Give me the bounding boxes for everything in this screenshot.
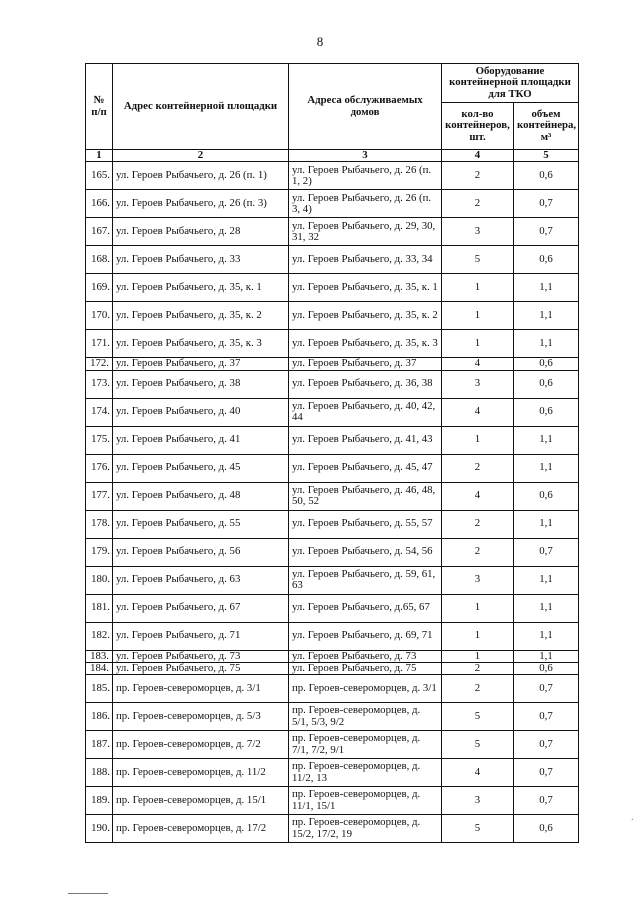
table-row: [86, 482, 579, 510]
row-number: 175.: [86, 426, 113, 454]
row-count: 2: [442, 454, 514, 482]
column-number: 2: [113, 150, 289, 162]
table-row: [86, 787, 579, 815]
row-volume: 0,7: [514, 218, 579, 246]
table-row: [86, 398, 579, 426]
row-count: 5: [442, 815, 514, 843]
row-volume: 0,7: [514, 731, 579, 759]
row-count: 2: [442, 162, 514, 190]
table-row: [86, 703, 579, 731]
row-homes: ул. Героев Рыбачьего, д. 26 (п. 1, 2): [289, 162, 442, 190]
row-volume: 0,7: [514, 703, 579, 731]
header-count: кол-во контейнеров, шт.: [442, 103, 514, 150]
row-volume: 1,1: [514, 302, 579, 330]
row-homes: ул. Героев Рыбачьего, д. 73: [289, 650, 442, 662]
row-homes: ул. Героев Рыбачьего, д. 46, 48, 50, 52: [289, 482, 442, 510]
row-volume: 0,6: [514, 162, 579, 190]
row-address: пр. Героев-североморцев, д. 5/3: [113, 703, 289, 731]
row-address: ул. Героев Рыбачьего, д. 56: [113, 538, 289, 566]
table-row: [86, 330, 579, 358]
table-row: [86, 510, 579, 538]
table-row: [86, 566, 579, 594]
table-row: [86, 162, 579, 190]
row-number: 181.: [86, 594, 113, 622]
table-row: [86, 675, 579, 703]
header-number: № п/п: [86, 64, 113, 150]
row-number: 168.: [86, 246, 113, 274]
row-address: пр. Героев-североморцев, д. 11/2: [113, 759, 289, 787]
row-number: 171.: [86, 330, 113, 358]
row-count: 3: [442, 566, 514, 594]
row-address: ул. Героев Рыбачьего, д. 26 (п. 1): [113, 162, 289, 190]
row-count: 2: [442, 510, 514, 538]
table-row: [86, 274, 579, 302]
row-volume: 0,6: [514, 246, 579, 274]
row-homes: пр. Героев-североморцев, д. 11/2, 13: [289, 759, 442, 787]
row-number: 185.: [86, 675, 113, 703]
row-homes: пр. Героев-североморцев, д. 7/1, 7/2, 9/1: [289, 731, 442, 759]
row-address: пр. Героев-североморцев, д. 15/1: [113, 787, 289, 815]
header-volume: объем контейнера, м³: [514, 103, 579, 150]
row-volume: 0,6: [514, 370, 579, 398]
row-number: 190.: [86, 815, 113, 843]
row-number: 183.: [86, 650, 113, 662]
row-volume: 1,1: [514, 566, 579, 594]
row-homes: ул. Героев Рыбачьего, д. 36, 38: [289, 370, 442, 398]
row-count: 3: [442, 218, 514, 246]
column-number: 3: [289, 150, 442, 162]
table-row: [86, 538, 579, 566]
header-address: Адрес контейнерной площадки: [113, 64, 289, 150]
row-volume: 0,6: [514, 662, 579, 674]
row-address: ул. Героев Рыбачьего, д. 35, к. 2: [113, 302, 289, 330]
container-sites-table: [85, 63, 579, 843]
row-address: ул. Героев Рыбачьего, д. 40: [113, 398, 289, 426]
row-volume: 0,6: [514, 482, 579, 510]
footer-rule: [68, 893, 108, 894]
row-address: ул. Героев Рыбачьего, д. 55: [113, 510, 289, 538]
row-volume: 1,1: [514, 330, 579, 358]
row-volume: 1,1: [514, 622, 579, 650]
row-number: 177.: [86, 482, 113, 510]
table-row: [86, 650, 579, 662]
row-address: ул. Героев Рыбачьего, д. 71: [113, 622, 289, 650]
row-volume: 0,7: [514, 675, 579, 703]
table-row: [86, 622, 579, 650]
row-volume: 0,6: [514, 815, 579, 843]
row-volume: 1,1: [514, 594, 579, 622]
row-address: ул. Героев Рыбачьего, д. 45: [113, 454, 289, 482]
row-homes: пр. Героев-североморцев, д. 11/1, 15/1: [289, 787, 442, 815]
row-volume: 0,7: [514, 190, 579, 218]
row-address: ул. Героев Рыбачьего, д. 67: [113, 594, 289, 622]
row-count: 3: [442, 787, 514, 815]
row-address: ул. Героев Рыбачьего, д. 35, к. 3: [113, 330, 289, 358]
row-homes: ул. Героев Рыбачьего, д. 40, 42, 44: [289, 398, 442, 426]
row-address: ул. Героев Рыбачьего, д. 48: [113, 482, 289, 510]
row-number: 182.: [86, 622, 113, 650]
table-row: [86, 370, 579, 398]
row-homes: ул. Героев Рыбачьего, д.65, 67: [289, 594, 442, 622]
row-count: 2: [442, 190, 514, 218]
row-count: 1: [442, 650, 514, 662]
row-count: 4: [442, 482, 514, 510]
row-number: 187.: [86, 731, 113, 759]
row-homes: ул. Героев Рыбачьего, д. 59, 61, 63: [289, 566, 442, 594]
row-homes: ул. Героев Рыбачьего, д. 75: [289, 662, 442, 674]
column-number: 4: [442, 150, 514, 162]
row-count: 2: [442, 675, 514, 703]
header-homes: Адреса обслуживаемых домов: [289, 64, 442, 150]
row-address: ул. Героев Рыбачьего, д. 41: [113, 426, 289, 454]
row-address: ул. Героев Рыбачьего, д. 35, к. 1: [113, 274, 289, 302]
row-count: 4: [442, 358, 514, 370]
row-homes: ул. Героев Рыбачьего, д. 33, 34: [289, 246, 442, 274]
row-number: 180.: [86, 566, 113, 594]
row-homes: ул. Героев Рыбачьего, д. 55, 57: [289, 510, 442, 538]
row-number: 173.: [86, 370, 113, 398]
row-homes: ул. Героев Рыбачьего, д. 45, 47: [289, 454, 442, 482]
row-number: 186.: [86, 703, 113, 731]
row-homes: ул. Героев Рыбачьего, д. 29, 30, 31, 32: [289, 218, 442, 246]
row-address: пр. Героев-североморцев, д. 3/1: [113, 675, 289, 703]
header-equipment: Оборудование контейнерной площадки для ТКО: [442, 64, 579, 103]
row-number: 169.: [86, 274, 113, 302]
page-number: 8: [316, 34, 324, 49]
row-count: 5: [442, 731, 514, 759]
row-volume: 0,7: [514, 787, 579, 815]
column-number: 1: [86, 150, 113, 162]
row-homes: пр. Героев-североморцев, д. 15/2, 17/2, 19: [289, 815, 442, 843]
table-row: [86, 358, 579, 370]
row-count: 1: [442, 274, 514, 302]
row-homes: ул. Героев Рыбачьего, д. 26 (п. 3, 4): [289, 190, 442, 218]
row-address: ул. Героев Рыбачьего, д. 26 (п. 3): [113, 190, 289, 218]
row-count: 5: [442, 246, 514, 274]
row-count: 2: [442, 662, 514, 674]
row-count: 5: [442, 703, 514, 731]
row-address: ул. Героев Рыбачьего, д. 75: [113, 662, 289, 674]
table-row: [86, 815, 579, 843]
row-count: 4: [442, 398, 514, 426]
table-row: [86, 426, 579, 454]
row-number: 184.: [86, 662, 113, 674]
row-volume: 1,1: [514, 426, 579, 454]
row-number: 179.: [86, 538, 113, 566]
row-volume: 1,1: [514, 454, 579, 482]
table-row: [86, 594, 579, 622]
row-address: ул. Героев Рыбачьего, д. 33: [113, 246, 289, 274]
row-homes: ул. Героев Рыбачьего, д. 37: [289, 358, 442, 370]
row-count: 1: [442, 302, 514, 330]
row-homes: ул. Героев Рыбачьего, д. 35, к. 3: [289, 330, 442, 358]
row-homes: пр. Героев-североморцев, д. 5/1, 5/3, 9/2: [289, 703, 442, 731]
row-count: 1: [442, 426, 514, 454]
row-count: 1: [442, 622, 514, 650]
margin-mark: ·: [630, 815, 634, 826]
row-number: 188.: [86, 759, 113, 787]
row-count: 1: [442, 594, 514, 622]
row-address: пр. Героев-североморцев, д. 17/2: [113, 815, 289, 843]
table-row: [86, 731, 579, 759]
table-row: [86, 662, 579, 674]
row-count: 4: [442, 759, 514, 787]
row-address: ул. Героев Рыбачьего, д. 73: [113, 650, 289, 662]
table-body: [86, 162, 579, 843]
row-volume: 0,7: [514, 759, 579, 787]
row-number: 189.: [86, 787, 113, 815]
row-volume: 1,1: [514, 510, 579, 538]
column-number-row: [86, 150, 579, 162]
row-number: 167.: [86, 218, 113, 246]
row-address: ул. Героев Рыбачьего, д. 63: [113, 566, 289, 594]
table-row: [86, 759, 579, 787]
row-count: 3: [442, 370, 514, 398]
row-number: 165.: [86, 162, 113, 190]
column-number: 5: [514, 150, 579, 162]
row-count: 2: [442, 538, 514, 566]
row-homes: пр. Героев-североморцев, д. 3/1: [289, 675, 442, 703]
row-homes: ул. Героев Рыбачьего, д. 54, 56: [289, 538, 442, 566]
row-number: 174.: [86, 398, 113, 426]
row-volume: 1,1: [514, 650, 579, 662]
row-number: 172.: [86, 358, 113, 370]
table-row: [86, 218, 579, 246]
table-row: [86, 302, 579, 330]
table-row: [86, 454, 579, 482]
row-number: 166.: [86, 190, 113, 218]
row-address: ул. Героев Рыбачьего, д. 37: [113, 358, 289, 370]
row-homes: ул. Героев Рыбачьего, д. 69, 71: [289, 622, 442, 650]
row-volume: 1,1: [514, 274, 579, 302]
table-row: [86, 190, 579, 218]
row-homes: ул. Героев Рыбачьего, д. 35, к. 2: [289, 302, 442, 330]
row-number: 178.: [86, 510, 113, 538]
row-address: ул. Героев Рыбачьего, д. 28: [113, 218, 289, 246]
row-count: 1: [442, 330, 514, 358]
row-volume: 0,7: [514, 538, 579, 566]
row-volume: 0,6: [514, 358, 579, 370]
table-row: [86, 246, 579, 274]
row-number: 176.: [86, 454, 113, 482]
row-address: ул. Героев Рыбачьего, д. 38: [113, 370, 289, 398]
row-homes: ул. Героев Рыбачьего, д. 35, к. 1: [289, 274, 442, 302]
row-homes: ул. Героев Рыбачьего, д. 41, 43: [289, 426, 442, 454]
row-volume: 0,6: [514, 398, 579, 426]
row-number: 170.: [86, 302, 113, 330]
row-address: пр. Героев-североморцев, д. 7/2: [113, 731, 289, 759]
